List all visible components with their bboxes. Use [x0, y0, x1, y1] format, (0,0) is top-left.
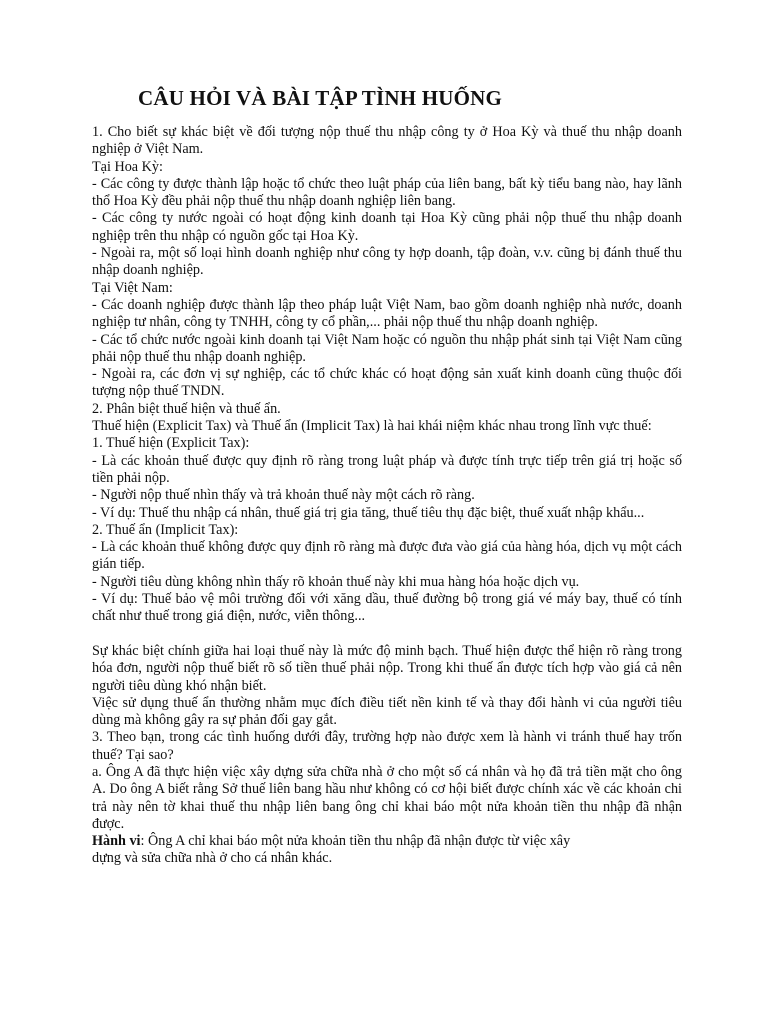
- implicit-tax-heading: 2. Thuế ẩn (Implicit Tax):: [92, 521, 239, 538]
- document-body: [92, 124, 682, 868]
- explicit-tax-example: - Ví dụ: Thuế thu nhập cá nhân, thuế giá trị gia tăng, thuế tiêu thụ đặc biệt, thuế xuất nhập khẩu...: [92, 504, 645, 521]
- bullet-us-3: - Ngoài ra, một số loại hình doanh nghiệp như công ty hợp doanh, tập đoàn, v.v. cũng bị đánh thuế thu nhập doanh nghiệp.: [92, 245, 682, 279]
- explicit-tax-point-2: - Người nộp thuế nhìn thấy và trả khoản thuế này một cách rõ ràng.: [92, 487, 475, 504]
- explicit-tax-heading: 1. Thuế hiện (Explicit Tax):: [92, 435, 250, 452]
- bullet-us-2: - Các công ty nước ngoài có hoạt động kinh doanh tại Hoa Kỳ cũng phải nộp thuế thu nhập doanh nghiệp trên thu nhập có nguồn gốc tại Hoa Kỳ.: [92, 210, 682, 244]
- question-2: 2. Phân biệt thuế hiện và thuế ẩn.: [92, 400, 281, 417]
- implicit-tax-example: - Ví dụ: Thuế bảo vệ môi trường đối với xăng dầu, thuế đường bộ trong giá vé máy bay, thuế có tính chất như thuế trong giá điện, nước, viễn thông...: [92, 591, 682, 625]
- behavior-text: : Ông A chỉ khai báo một nửa khoản tiền thu nhập đã nhận được từ việc xây dựng và sửa chữa nhà ở cho cá nhân khác.: [92, 833, 571, 867]
- question-1: 1. Cho biết sự khác biệt về đối tượng nộp thuế thu nhập công ty ở Hoa Kỳ và thuế thu nhập doanh nghiệp ở Việt Nam.: [92, 124, 682, 158]
- implicit-tax-point-1: - Là các khoản thuế không được quy định rõ ràng mà được đưa vào giá của hàng hóa, dịch vụ một cách gián tiếp.: [92, 539, 682, 573]
- section-heading-vn: Tại Việt Nam:: [92, 279, 173, 296]
- implicit-tax-point-2: - Người tiêu dùng không nhìn thấy rõ khoản thuế này khi mua hàng hóa hoặc dịch vụ.: [92, 573, 580, 590]
- behavior-answer: [92, 833, 597, 868]
- blank-line: [92, 626, 682, 643]
- explicit-tax-point-1: - Là các khoản thuế được quy định rõ ràng trong luật pháp và được tính trực tiếp trên giá trị hoặc số tiền phải nộp.: [92, 452, 682, 486]
- case-a: a. Ông A đã thực hiện việc xây dựng sửa chữa nhà ở cho một số cá nhân và họ đã trả tiền mặt cho ông A. Do ông A biết rằng Sở thuế liên bang hầu như không có cơ hội biết được chính xác về các khoản chi trả này nên tờ khai thuế thu nhập liên bang ông chỉ khai báo một nửa khoản tiền thu nhập đã nhận được.: [92, 763, 682, 832]
- implicit-tax-purpose: Việc sử dụng thuế ẩn thường nhằm mục đích điều tiết nền kinh tế và thay đổi hành vi của người tiêu dùng mà không gây ra sự phản đối gay gắt.: [92, 694, 682, 729]
- question-3: 3. Theo bạn, trong các tình huống dưới đây, trường hợp nào được xem là hành vi tránh thuế hay trốn thuế? Tại sao?: [92, 729, 682, 763]
- section-heading-us: Tại Hoa Kỳ:: [92, 158, 163, 175]
- bullet-vn-3: - Ngoài ra, các đơn vị sự nghiệp, các tổ chức khác có hoạt động sản xuất kinh doanh cũng thuộc đối tượng nộp thuế TNDN.: [92, 366, 682, 400]
- bullet-vn-2: - Các tổ chức nước ngoài kinh doanh tại Việt Nam hoặc có nguồn thu nhập phát sinh tại Việt Nam cũng phải nộp thuế thu nhập doanh nghiệp.: [92, 331, 682, 365]
- page-title: CÂU HỎI VÀ BÀI TẬP TÌNH HUỐNG: [138, 86, 503, 110]
- tax-intro: Thuế hiện (Explicit Tax) và Thuế ẩn (Implicit Tax) là hai khái niệm khác nhau trong lĩnh vực thuế:: [92, 418, 652, 435]
- bullet-vn-1: - Các doanh nghiệp được thành lập theo pháp luật Việt Nam, bao gồm doanh nghiệp nhà nước, doanh nghiệp tư nhân, công ty TNHH, công ty cổ phần,... phải nộp thuế thu nhập doanh nghiệp.: [92, 296, 682, 331]
- behavior-label: Hành vi: [92, 833, 141, 850]
- difference-summary: Sự khác biệt chính giữa hai loại thuế này là mức độ minh bạch. Thuế hiện được thể hiện rõ ràng trong hóa đơn, người nộp thuế biết rõ số tiền thuế phải nộp. Trong khi thuế ẩn được tích hợp vào giá cả nên người tiêu dùng khó nhận biết.: [92, 642, 682, 694]
- bullet-us-1: - Các công ty được thành lập hoặc tổ chức theo luật pháp của liên bang, bất kỳ tiểu bang nào, hay lãnh thổ Hoa Kỳ đều phải nộp thuế thu nhập doanh nghiệp liên bang.: [92, 175, 682, 210]
